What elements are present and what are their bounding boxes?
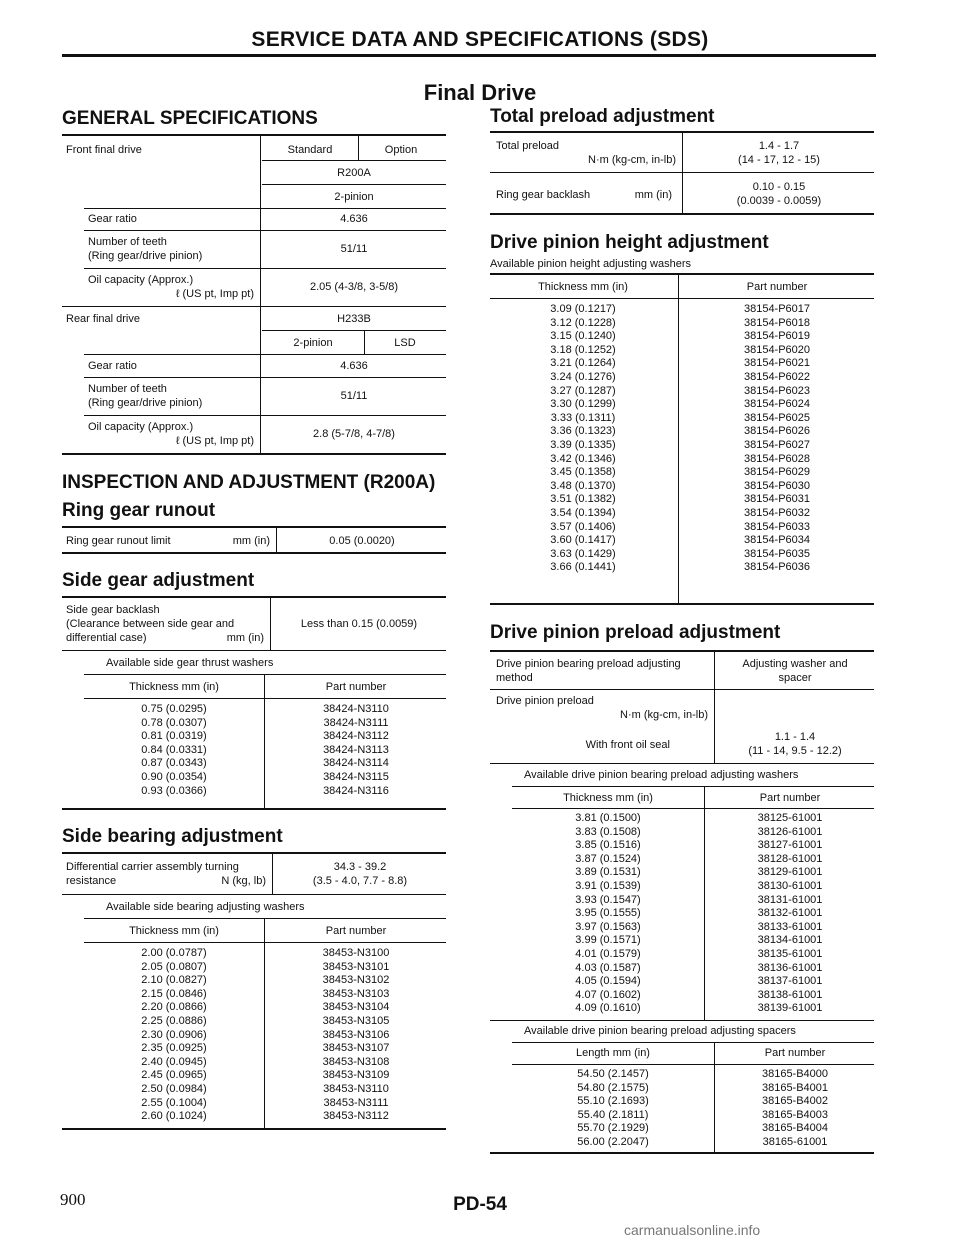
rear-teeth: 51/11 (340, 390, 368, 402)
section-title: Final Drive (423, 80, 537, 105)
row-line (84, 208, 446, 209)
runout-label: Ring gear runout limit (66, 535, 171, 547)
col-divider (704, 786, 705, 1020)
front-teeth: 51/11 (340, 243, 368, 255)
total-preload-value: 1.4 - 1.7 (758, 140, 800, 152)
row-line (84, 415, 446, 416)
backlash-unit: mm (in) (226, 632, 264, 644)
bearing-part-list: 38453-N3100 38453-N3101 38453-N3102 38453-N3103 38453-N3104 38453-N3105 38453-N3106 38453-N3107 38453-N3108 38453-N3109 38453-N3110 38453-N3111 38453-N3112 (322, 947, 390, 1123)
total-preload-value-sub: (14 - 17, 12 - 15) (738, 154, 820, 166)
ring-backlash-value: 0.10 - 0.15 (752, 181, 806, 193)
turning-label: Differential carrier assembly turning (66, 861, 239, 873)
col-divider (364, 330, 365, 354)
total-preload-unit: N·m (kg-cm, in-lb) (588, 154, 676, 166)
bearing-washers-label: Available side bearing adjusting washers (106, 901, 305, 913)
col-part-number: Part number (764, 1047, 826, 1059)
backlash-label-sub: (Clearance between side gear and (66, 618, 235, 630)
page-number: 900 (60, 1190, 86, 1209)
pinion-preload-heading: Drive pinion preload adjustment (490, 622, 781, 643)
row-line (84, 230, 446, 231)
col-divider (358, 134, 359, 160)
col-divider (678, 273, 679, 603)
turning-value-sub: (3.5 - 4.0, 7.7 - 8.8) (312, 875, 408, 887)
spacer-part-list: 38165-B4000 38165-B4001 38165-B4002 38165-B4003 38165-B4004 38165-61001 (761, 1068, 829, 1148)
backlash-value: Less than 0.15 (0.0059) (300, 618, 418, 630)
method-value-sub: spacer (778, 672, 812, 684)
col-standard: Standard (287, 144, 333, 156)
pinion-height-part-list: 38154-P6017 38154-P6018 38154-P6019 38154-P6020 38154-P6021 38154-P6022 38154-P6023 38154-P6024 38154-P6025 38154-P6026 38154-P6027 38154-P6028 38154-P6029 38154-P6030 38154-P6031 38154-P6032 38154-P6033 38154-P6034 38154-P6035 38154-P6036 (743, 303, 811, 574)
row-line (84, 918, 446, 919)
rule (62, 596, 446, 598)
col-divider (272, 852, 273, 894)
rule (490, 1152, 874, 1154)
rule (62, 552, 446, 554)
teeth-label-sub: (Ring gear/drive pinion) (88, 250, 203, 262)
ring-gear-runout-heading: Ring gear runout (62, 500, 216, 521)
row-line (84, 377, 446, 378)
rule (62, 526, 446, 528)
col-divider (682, 131, 683, 213)
rule (62, 808, 446, 810)
thrust-part-list: 38424-N3110 38424-N3111 38424-N3112 38424-N3113 38424-N3114 38424-N3115 38424-N3116 (323, 703, 389, 797)
turning-value: 34.3 - 39.2 (333, 861, 387, 873)
preload-part-list: 38125-61001 38126-61001 38127-61001 38128-61001 38129-61001 38130-61001 38131-61001 38132-61001 38133-61001 38134-61001 38135-61001 38136-61001 38137-61001 38138-61001 38139-61001 (757, 812, 823, 1015)
rule (490, 273, 874, 275)
front-pinion: 2-pinion (334, 191, 374, 203)
col-divider (714, 1042, 715, 1152)
method-value: Adjusting washer and (742, 658, 848, 670)
rear-pinion: 2-pinion (293, 337, 333, 349)
ring-backlash-value-sub: (0.0039 - 0.0059) (736, 195, 822, 207)
page-title: SERVICE DATA AND SPECIFICATIONS (SDS) (251, 28, 709, 51)
col-thickness: Thickness mm (in) (538, 281, 628, 293)
page-code: PD-54 (453, 1194, 507, 1215)
col-thickness: Thickness mm (in) (129, 925, 219, 937)
total-preload-heading: Total preload adjustment (490, 106, 715, 127)
front-oil-seal-value-sub: (11 - 14, 9.5 - 12.2) (748, 745, 842, 757)
total-preload-label: Total preload (496, 140, 559, 152)
turning-unit: N (kg, lb) (221, 875, 266, 887)
rear-teeth-label: Number of teeth (88, 383, 167, 395)
col-thickness: Thickness mm (in) (129, 681, 219, 693)
preload-spacers-label: Available drive pinion bearing preload adjusting spacers (524, 1025, 796, 1037)
front-oil-seal-value: 1.1 - 1.4 (774, 731, 816, 743)
row-line (84, 942, 446, 943)
rear-oil-label: Oil capacity (Approx.) (88, 421, 194, 433)
preload-washers-label: Available drive pinion bearing preload adjusting washers (524, 769, 799, 781)
row-line (262, 330, 446, 331)
rear-model: H233B (337, 313, 371, 325)
ring-backlash-label: Ring gear backlash (496, 189, 591, 201)
row-line (512, 1064, 874, 1065)
row-line (512, 786, 874, 787)
row-line (262, 184, 446, 185)
row-line (84, 674, 446, 675)
rule (62, 852, 446, 854)
watermark: carmanualsonline.info (624, 1222, 761, 1238)
pinion-height-sub: Available pinion height adjusting washers (490, 258, 691, 270)
oil-label: Oil capacity (Approx.) (88, 274, 194, 286)
general-specifications-heading: GENERAL SPECIFICATIONS (62, 108, 318, 129)
col-part-number: Part number (759, 792, 821, 804)
row-line (490, 689, 874, 690)
row-line (84, 698, 446, 699)
rear-oil: 2.8 (5-7/8, 4-7/8) (313, 428, 395, 440)
col-divider (264, 918, 265, 1128)
row-line (62, 894, 446, 895)
row-line (490, 763, 874, 764)
row-line (490, 1020, 874, 1021)
row-line (84, 268, 446, 269)
front-gear-ratio: 4.636 (340, 213, 368, 225)
side-gear-heading: Side gear adjustment (62, 570, 255, 591)
col-option: Option (384, 144, 418, 156)
method-label-sub: method (496, 672, 533, 684)
rear-lsd: LSD (394, 337, 416, 349)
ring-backlash-unit: mm (in) (634, 189, 672, 201)
front-oil-seal-label: With front oil seal (585, 739, 670, 751)
pinion-preload-label: Drive pinion preload (496, 695, 594, 707)
row-line (62, 650, 446, 651)
thrust-washers-label: Available side gear thrust washers (106, 657, 274, 669)
pinion-height-heading: Drive pinion height adjustment (490, 232, 769, 253)
rear-gear-ratio-label: Gear ratio (88, 360, 137, 372)
rule (62, 453, 446, 455)
gear-ratio-label: Gear ratio (88, 213, 137, 225)
rear-oil-unit: ℓ (US pt, Imp pt) (175, 435, 254, 447)
row-line (490, 298, 874, 299)
runout-value: 0.05 (0.0020) (329, 535, 395, 547)
teeth-label: Number of teeth (88, 236, 167, 248)
col-divider (270, 596, 271, 650)
preload-thickness-list: 3.81 (0.1500) 3.83 (0.1508) 3.85 (0.1516) 3.87 (0.1524) 3.89 (0.1531) 3.91 (0.1539) 3.93 (0.1547) 3.95 (0.1555) 3.97 (0.1563) 3.99 (0.1571) 4.01 (0.1579) 4.03 (0.1587) 4.05 (0.1594) 4.07 (0.1602) 4.09 (0.1610) (575, 812, 641, 1015)
col-divider (276, 526, 277, 552)
row-line (84, 354, 446, 355)
col-divider (264, 674, 265, 808)
pinion-preload-unit: N·m (kg-cm, in-lb) (620, 709, 708, 721)
col-length: Length mm (in) (576, 1047, 650, 1059)
method-label: Drive pinion bearing preload adjusting (496, 658, 681, 670)
thrust-thickness-list: 0.75 (0.0295) 0.78 (0.0307) 0.81 (0.0319) 0.84 (0.0331) 0.87 (0.0343) 0.90 (0.0354) 0.93 (0.0366) (141, 703, 207, 797)
front-oil: 2.05 (4-3/8, 3-5/8) (309, 281, 399, 293)
pinion-height-thickness-list: 3.09 (0.1217) 3.12 (0.1228) 3.15 (0.1240) 3.18 (0.1252) 3.21 (0.1264) 3.24 (0.1276) 3.27 (0.1287) 3.30 (0.1299) 3.33 (0.1311) 3.36 (0.1323) 3.39 (0.1335) 3.42 (0.1346) 3.45 (0.1358) 3.48 (0.1370) 3.51 (0.1382) 3.54 (0.1394) 3.57 (0.1406) 3.60 (0.1417) 3.63 (0.1429) 3.66 (0.1441) (550, 303, 616, 574)
backlash-label: Side gear backlash (66, 604, 160, 616)
rule (490, 213, 874, 215)
oil-unit: ℓ (US pt, Imp pt) (175, 288, 254, 300)
col-divider (260, 134, 261, 454)
front-final-drive-label: Front final drive (66, 144, 142, 156)
runout-unit: mm (in) (232, 535, 270, 547)
title-rule (62, 54, 876, 57)
front-model: R200A (337, 167, 371, 179)
rear-teeth-label-sub: (Ring gear/drive pinion) (88, 397, 203, 409)
backlash-label-sub2: differential case) (66, 632, 147, 644)
col-part-number: Part number (325, 925, 387, 937)
rear-final-drive-label: Rear final drive (66, 313, 140, 325)
rule (490, 603, 874, 605)
side-bearing-heading: Side bearing adjustment (62, 826, 283, 847)
turning-label-sub: resistance (66, 875, 117, 887)
col-divider (714, 650, 715, 763)
row-line (512, 808, 874, 809)
row-line (512, 1042, 874, 1043)
bearing-thickness-list: 2.00 (0.0787) 2.05 (0.0807) 2.10 (0.0827) 2.15 (0.0846) 2.20 (0.0866) 2.25 (0.0886) 2.30 (0.0906) 2.35 (0.0925) 2.40 (0.0945) 2.45 (0.0965) 2.50 (0.0984) 2.55 (0.1004) 2.60 (0.1024) (141, 947, 207, 1123)
row-line (62, 306, 446, 307)
rule (62, 1128, 446, 1130)
col-part-number: Part number (325, 681, 387, 693)
inspection-heading: INSPECTION AND ADJUSTMENT (R200A) (62, 472, 436, 493)
rule (490, 650, 874, 652)
rule (62, 134, 446, 136)
spacer-length-list: 54.50 (2.1457) 54.80 (2.1575) 55.10 (2.1693) 55.40 (2.1811) 55.70 (2.1929) 56.00 (2.2047) (577, 1068, 649, 1148)
rear-gear-ratio: 4.636 (340, 360, 368, 372)
col-thickness: Thickness mm (in) (563, 792, 653, 804)
col-part-number: Part number (746, 281, 808, 293)
row-line (262, 160, 446, 161)
